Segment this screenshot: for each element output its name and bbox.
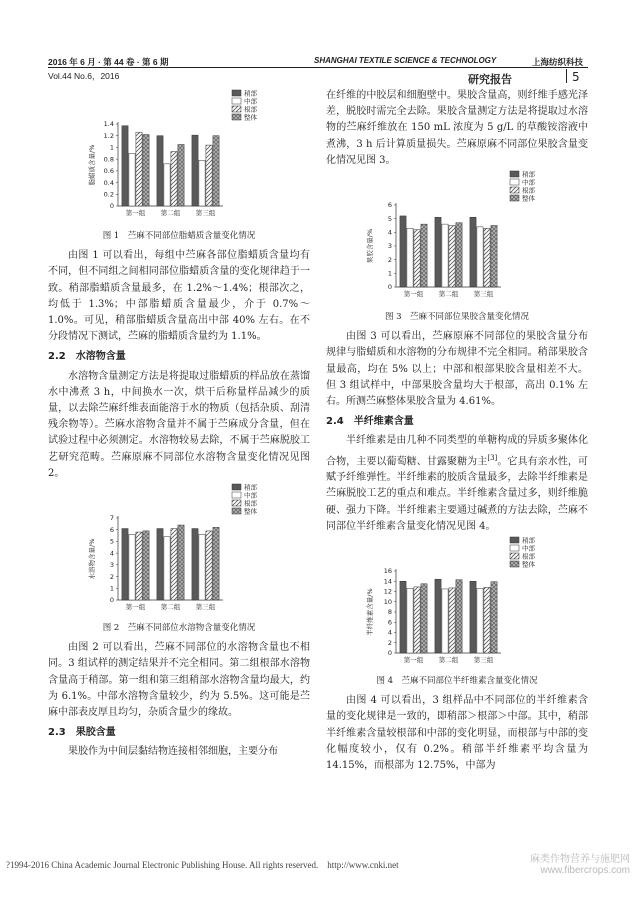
y-tick-label: 14	[383, 577, 392, 586]
section-heading-2-4: 2.4 半纤维素含量	[326, 416, 414, 428]
header-rule	[48, 67, 588, 68]
paragraph-text: 半纤维素是由几种不同类型的单糖构成的异质多聚体化合物，主要以葡萄糖、甘露聚糖为主	[326, 435, 588, 467]
bar	[136, 532, 142, 600]
bar	[407, 228, 413, 287]
y-tick-label: 5	[109, 537, 114, 546]
y-tick-label: 6	[387, 201, 392, 210]
x-tick-label: 第三组	[473, 655, 494, 664]
bar	[192, 135, 198, 206]
legend-swatch	[510, 195, 519, 201]
bar	[442, 224, 448, 287]
fig3-caption: 图 3 苎麻不同部位果胶含量变化情况	[384, 312, 530, 323]
paragraph: 由图 4 可以看出，3 组样品中不同部位的半纤维素含量的变化规律是一致的，即稍部＞根部＞中部。其中，稍部半纤维素含量较根部和中部的变化明显，而根部与中部的变化幅度较小，仅有 0.2%。稍部半纤维素平均含量为 14.15%，而根部为 12.75%，中部为	[326, 695, 588, 771]
y-axis-label: 脂蜡质含量/%	[88, 144, 96, 186]
legend-swatch	[232, 500, 241, 506]
paragraph: 由图 3 可以看出，苎麻原麻不同部位的果胶含量分布规律与脂蜡质和水溶物的分布规律不完全相同。稍部果胶含量最高，均在 5% 以上；中部和根部果胶含量相差不大。但 3 组试样中，中部果胶含量均大于根部，高出 0.1% 左右。所测苎麻整体果胶含量为 4.61%。	[326, 331, 588, 408]
paragraph	[326, 433, 588, 535]
fig4-chart	[326, 535, 588, 671]
bar	[143, 531, 149, 600]
fig2-caption: 图 2 苎麻不同部位水溶物含量变化情况	[102, 623, 256, 634]
bar	[407, 588, 413, 653]
y-tick-label: 3	[387, 242, 392, 251]
y-tick-label: 0.6	[103, 167, 114, 176]
watermark	[530, 854, 630, 876]
bar	[456, 580, 462, 653]
y-tick-label: 0.4	[103, 178, 114, 187]
y-axis-label: 果胶含量/%	[366, 228, 374, 264]
x-tick-label: 第三组	[195, 209, 216, 217]
bar	[414, 230, 420, 287]
bar	[400, 216, 406, 287]
bar	[484, 587, 490, 653]
y-axis-label: 半纤维素含量/%	[366, 588, 374, 636]
legend-label: 根部	[522, 186, 535, 195]
legend-swatch	[232, 98, 241, 104]
legend-label: 稍部	[244, 89, 257, 98]
bar	[491, 226, 497, 288]
bar	[178, 525, 184, 600]
bar	[157, 529, 163, 600]
bar	[435, 579, 441, 653]
legend-swatch	[232, 484, 241, 490]
bar	[129, 534, 135, 600]
y-tick-label: 1.2	[103, 131, 114, 140]
paragraph: 果胶作为中间层黏结物连接相邻细胞，主要分布	[68, 746, 278, 758]
paragraph: 在纤维的中胶层和细胞壁中。果胶含量高，则纤维手感光泽差，脱胶时需完全去除。果胶含量测定方法是将提取过水溶物的苎麻纤维放在 150 mL 浓度为 5 g/L 的草酸铵溶液中煮沸，3 h 后计算质量损失。苎麻原麻不同部位果胶含量变化情况见图 3。	[326, 90, 588, 166]
bar	[164, 164, 170, 206]
legend-label: 整体	[522, 560, 535, 569]
legend-label: 中部	[522, 178, 535, 187]
bar	[171, 529, 177, 600]
legend-label: 根部	[244, 105, 257, 114]
y-tick-label: 12	[383, 587, 392, 596]
bar	[206, 531, 212, 600]
legend-label: 稍部	[522, 536, 535, 545]
issue-info: 2016 年 6 月 · 第 44 卷 · 第 6 期	[48, 57, 169, 67]
bar	[122, 529, 128, 600]
x-tick-label: 第一组	[125, 209, 146, 217]
journal-en: SHANGHAI TEXTILE SCIENCE & TECHNOLOGY	[314, 56, 497, 65]
y-axis-label: 水溶物含量/%	[88, 538, 96, 580]
y-tick-label: 0	[109, 202, 114, 211]
y-tick-label: 0	[387, 283, 392, 292]
legend-swatch	[232, 114, 241, 120]
legend-swatch	[232, 508, 241, 514]
x-tick-label: 第三组	[195, 603, 216, 612]
y-tick-label: 16	[383, 567, 392, 576]
legend-label: 中部	[522, 544, 535, 553]
watermark-line2: www.fibercrops.com	[540, 865, 630, 876]
y-tick-label: 0	[109, 596, 114, 605]
y-tick-label: 7	[109, 514, 114, 523]
legend-swatch	[232, 492, 241, 498]
bar	[449, 226, 455, 288]
bar	[491, 582, 497, 653]
bar	[143, 135, 149, 206]
bar	[449, 588, 455, 653]
watermark-line1: 麻类作物营养与施肥网	[530, 854, 630, 865]
volume-info: Vol.44 No.6，2016	[48, 71, 120, 81]
bar	[213, 527, 219, 600]
y-tick-label: 3	[109, 561, 114, 570]
x-tick-label: 第二组	[160, 603, 181, 612]
fig2-chart	[48, 482, 310, 618]
x-tick-label: 第一组	[403, 655, 424, 664]
bar	[421, 224, 427, 287]
x-tick-label: 第一组	[125, 603, 146, 612]
paragraph-text: 。它具有亲水性，可赋予纤维弹性。半纤维素的胶质含量最多，去除半纤维素是苎麻脱胶工艺的重点和难点。半纤维素含量过多，则纤维脆硬、强力下降。半纤维素主要通过碱煮的方法去除，苎麻不同部位半纤维素含量变化情况见图 4。	[326, 455, 589, 532]
journal-cn: 上海纺织科技	[532, 57, 584, 67]
y-tick-label: 1	[387, 269, 392, 278]
fig4-caption: 图 4 苎麻不同部位半纤维素含量变化情况	[376, 675, 538, 686]
x-tick-label: 第一组	[403, 290, 424, 299]
y-tick-label: 8	[387, 608, 392, 617]
legend-label: 中部	[244, 97, 257, 106]
y-tick-label: 0.2	[103, 190, 114, 199]
legend-swatch	[510, 537, 519, 543]
legend-swatch	[510, 171, 519, 177]
legend-swatch	[510, 553, 519, 559]
bar	[199, 160, 205, 206]
y-tick-label: 6	[387, 618, 392, 627]
legend-label: 整体	[244, 113, 257, 122]
bar	[178, 145, 184, 207]
x-tick-label: 第二组	[438, 290, 459, 299]
bar	[213, 136, 219, 206]
bar	[414, 587, 420, 653]
legend-swatch	[510, 187, 519, 193]
fig1-chart	[48, 88, 310, 226]
bar	[435, 217, 441, 287]
legend-swatch	[232, 106, 241, 112]
bar	[192, 529, 198, 600]
bar	[470, 217, 476, 287]
legend-label: 稍部	[244, 483, 257, 492]
legend-swatch	[232, 90, 241, 96]
fig1-caption: 图 1 苎麻不同部位脂蜡质含量变化情况	[102, 231, 256, 241]
legend-swatch	[510, 179, 519, 185]
section-heading-2-3: 2.3 果胶含量	[48, 727, 116, 739]
x-tick-label: 第二组	[438, 655, 459, 664]
page-number: 5	[572, 70, 580, 84]
paragraph: 由图 2 可以看出，苎麻不同部位的水溶物含量也不相同。3 组试样的测定结果并不完全相同。第二组根部水溶物含量高于稍部。第一组和第三组稍部水溶物含量均最大，约为 6.1%。中部水溶物含量较少，约为 5.5%。这可能是苎麻中部表皮厚且均匀，杂质含量少的缘故。	[48, 642, 310, 719]
paragraph: 水溶物含量测定方法是将提取过脂蜡质的样品放在蒸馏水中沸煮 3 h，中间换水一次，烘干后称量样品减少的质量，以去除苎麻纤维表面能溶于水的物质（包括杂质、刮清残余物等）。苎麻水溶物含量并不属于苎麻成分含量，但在试验过程中必须测定。水溶物较易去除，不属于苎麻脱胶工艺研究范畴。苎麻原麻不同部位水溶物含量变化情况见图 2。	[48, 370, 310, 479]
y-tick-label: 4	[109, 549, 114, 558]
bar	[136, 132, 142, 206]
x-tick-label: 第三组	[473, 290, 494, 299]
y-tick-label: 1	[109, 143, 114, 152]
page-number-divider	[566, 69, 567, 83]
y-tick-label: 2	[109, 572, 114, 581]
section-heading-2-2: 2.2 水溶物含量	[48, 351, 126, 363]
y-tick-label: 4	[387, 228, 392, 237]
right-column	[326, 88, 588, 774]
bar	[199, 534, 205, 600]
bar	[484, 228, 490, 287]
y-tick-label: 0	[387, 649, 392, 658]
bar	[456, 223, 462, 287]
legend-swatch	[510, 545, 519, 551]
citation-ref: [3]	[487, 453, 498, 462]
legend-label: 稍部	[522, 170, 535, 179]
y-tick-label: 6	[109, 525, 114, 534]
bar	[470, 581, 476, 653]
legend-label: 根部	[244, 499, 257, 508]
legend-label: 根部	[522, 552, 535, 561]
section-label: 研究报告	[468, 73, 512, 86]
bar	[157, 136, 163, 206]
bar	[129, 153, 135, 206]
bar	[122, 126, 128, 206]
y-tick-label: 1	[109, 584, 114, 593]
fig3-chart	[326, 169, 588, 307]
y-tick-label: 10	[383, 597, 392, 606]
legend-label: 整体	[244, 507, 257, 516]
bar	[400, 581, 406, 653]
bar	[164, 537, 170, 600]
paragraph: 由图 1 可以看出，每组中苎麻各部位脂蜡质含量均有不同，但不同组之间相同部位脂蜡质含量的变化规律趋于一致。稍部脂蜡质含量最多，在 1.2%～1.4%；根部次之，均低于 1.3%；中部脂蜡质含量最少，介于 0.7%～1.0%。可见，稍部脂蜡质含量高出中部 40% 左右。在不分段情况下测试，苎麻的脂蜡质含量约为 1.1%。	[48, 250, 310, 343]
y-tick-label: 2	[387, 638, 392, 647]
bar	[421, 584, 427, 653]
bar	[477, 588, 483, 653]
left-column	[48, 88, 310, 761]
bar	[171, 152, 177, 206]
y-tick-label: 5	[387, 214, 392, 223]
copyright-footer: ?1994-2016 China Academic Journal Electronic Publishing House. All rights reserved. http://www.cnki.net	[6, 860, 399, 870]
y-tick-label: 2	[387, 255, 392, 264]
bar	[477, 227, 483, 287]
y-tick-label: 4	[387, 628, 392, 637]
legend-label: 中部	[244, 491, 257, 500]
bar	[206, 145, 212, 206]
legend-label: 整体	[522, 194, 535, 203]
y-tick-label: 1.4	[103, 120, 114, 129]
legend-swatch	[510, 561, 519, 567]
x-tick-label: 第二组	[160, 209, 181, 217]
y-tick-label: 0.8	[103, 155, 114, 164]
bar	[442, 589, 448, 653]
